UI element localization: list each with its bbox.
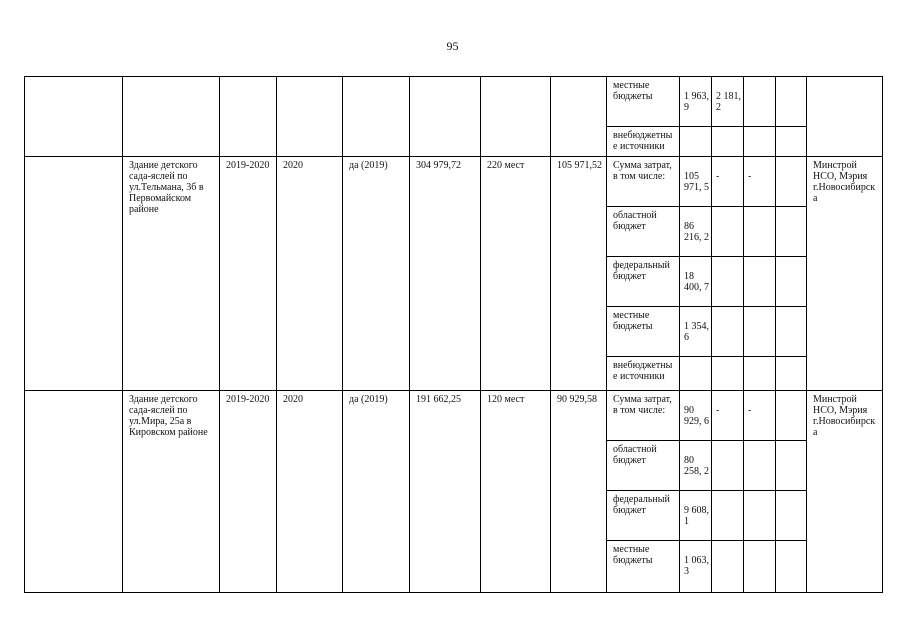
funding-value [680, 157, 712, 207]
cell-empty [776, 307, 807, 357]
table-row [25, 77, 883, 127]
funding-source: федеральный бюджет [607, 257, 680, 307]
funding-value [680, 541, 712, 593]
investment-table [24, 76, 883, 593]
cell-empty [744, 491, 776, 541]
funding-source: Сумма затрат, в том числе: [607, 391, 680, 441]
cell-empty [712, 207, 744, 257]
page-number: 95 [446, 39, 459, 53]
cell-empty [776, 207, 807, 257]
funding-value-text: 90 929, 6 [684, 405, 709, 427]
table-row [25, 391, 883, 441]
cell-empty [744, 541, 776, 593]
cell-empty [744, 257, 776, 307]
funding-value [712, 391, 744, 441]
cell-empty [776, 157, 807, 207]
cell-empty [712, 491, 744, 541]
project-cost: 304 979,72 [410, 157, 481, 391]
project-design: да (2019) [343, 157, 410, 391]
cell-empty [712, 541, 744, 593]
project-years: 2019-2020 [220, 157, 277, 391]
project-capacity: 220 мест [481, 157, 551, 391]
funding-value-text: 105 971, 5 [684, 171, 709, 193]
project-end-year: 2020 [277, 391, 343, 593]
funding-value-text: 1 063, 3 [684, 555, 709, 577]
funding-value [744, 157, 776, 207]
funding-source: Сумма затрат, в том числе: [607, 157, 680, 207]
funding-value [680, 127, 712, 157]
funding-value [680, 441, 712, 491]
funding-value [712, 157, 744, 207]
funding-value [744, 391, 776, 441]
table-row [25, 157, 883, 207]
funding-value-text: 9 608, 1 [684, 505, 709, 527]
funding-value [680, 207, 712, 257]
cell-empty [25, 157, 123, 391]
cell-empty [712, 441, 744, 491]
funding-value-text: - [748, 171, 752, 182]
cell-empty [220, 77, 277, 157]
cell-empty [712, 357, 744, 391]
cell-empty [776, 357, 807, 391]
funding-value [680, 307, 712, 357]
funding-source: областной бюджет [607, 207, 680, 257]
project-name: Здание детского сада-яслей по ул.Мира, 25а в Кировском районе [123, 391, 220, 593]
cell-empty [410, 77, 481, 157]
cell-empty [744, 357, 776, 391]
funding-source: местные бюджеты [607, 541, 680, 593]
funding-value-text: 18 400, 7 [684, 271, 709, 293]
project-design: да (2019) [343, 391, 410, 593]
cell-empty [807, 77, 883, 157]
cell-empty [744, 307, 776, 357]
project-responsible: Минстрой НСО, Мэрия г.Новосибирска [807, 391, 883, 593]
cell-empty [481, 77, 551, 157]
cell-empty [25, 77, 123, 157]
funding-source: местные бюджеты [607, 77, 680, 127]
cell-empty [123, 77, 220, 157]
funding-value [680, 77, 712, 127]
cell-empty [776, 77, 807, 127]
funding-value-text: - [716, 171, 720, 182]
funding-source: внебюджетные источники [607, 127, 680, 157]
funding-value [680, 491, 712, 541]
funding-source: областной бюджет [607, 441, 680, 491]
funding-value-text: 2 181, 2 [716, 91, 741, 113]
funding-value [680, 257, 712, 307]
cell-empty [744, 77, 776, 127]
cell-empty [744, 207, 776, 257]
project-responsible: Минстрой НСО, Мэрия г.Новосибирска [807, 157, 883, 391]
cell-empty [277, 77, 343, 157]
project-amount: 105 971,52 [551, 157, 607, 391]
funding-source: местные бюджеты [607, 307, 680, 357]
funding-value-text: - [716, 405, 720, 416]
cell-empty [744, 127, 776, 157]
cell-empty [25, 391, 123, 593]
funding-value-text: - [748, 405, 752, 416]
project-end-year: 2020 [277, 157, 343, 391]
cell-empty [712, 257, 744, 307]
funding-value [680, 391, 712, 441]
funding-value [712, 127, 744, 157]
project-cost: 191 662,25 [410, 391, 481, 593]
funding-source: внебюджетные источники [607, 357, 680, 391]
cell-empty [776, 491, 807, 541]
cell-empty [776, 257, 807, 307]
project-capacity: 120 мест [481, 391, 551, 593]
cell-empty [551, 77, 607, 157]
funding-value-text: 86 216, 2 [684, 221, 709, 243]
project-name: Здание детского сада-яслей по ул.Тельмана, 3б в Первомайском районе [123, 157, 220, 391]
cell-empty [776, 127, 807, 157]
funding-source: федеральный бюджет [607, 491, 680, 541]
cell-empty [343, 77, 410, 157]
funding-value-text: 1 354, 6 [684, 321, 709, 343]
cell-empty [744, 441, 776, 491]
project-amount: 90 929,58 [551, 391, 607, 593]
funding-value-text: 1 963, 9 [684, 91, 709, 113]
project-years: 2019-2020 [220, 391, 277, 593]
cell-empty [712, 307, 744, 357]
cell-empty [776, 391, 807, 441]
funding-value [712, 77, 744, 127]
funding-value-text: 80 258, 2 [684, 455, 709, 477]
cell-empty [776, 541, 807, 593]
cell-empty [776, 441, 807, 491]
cell-empty [680, 357, 712, 391]
